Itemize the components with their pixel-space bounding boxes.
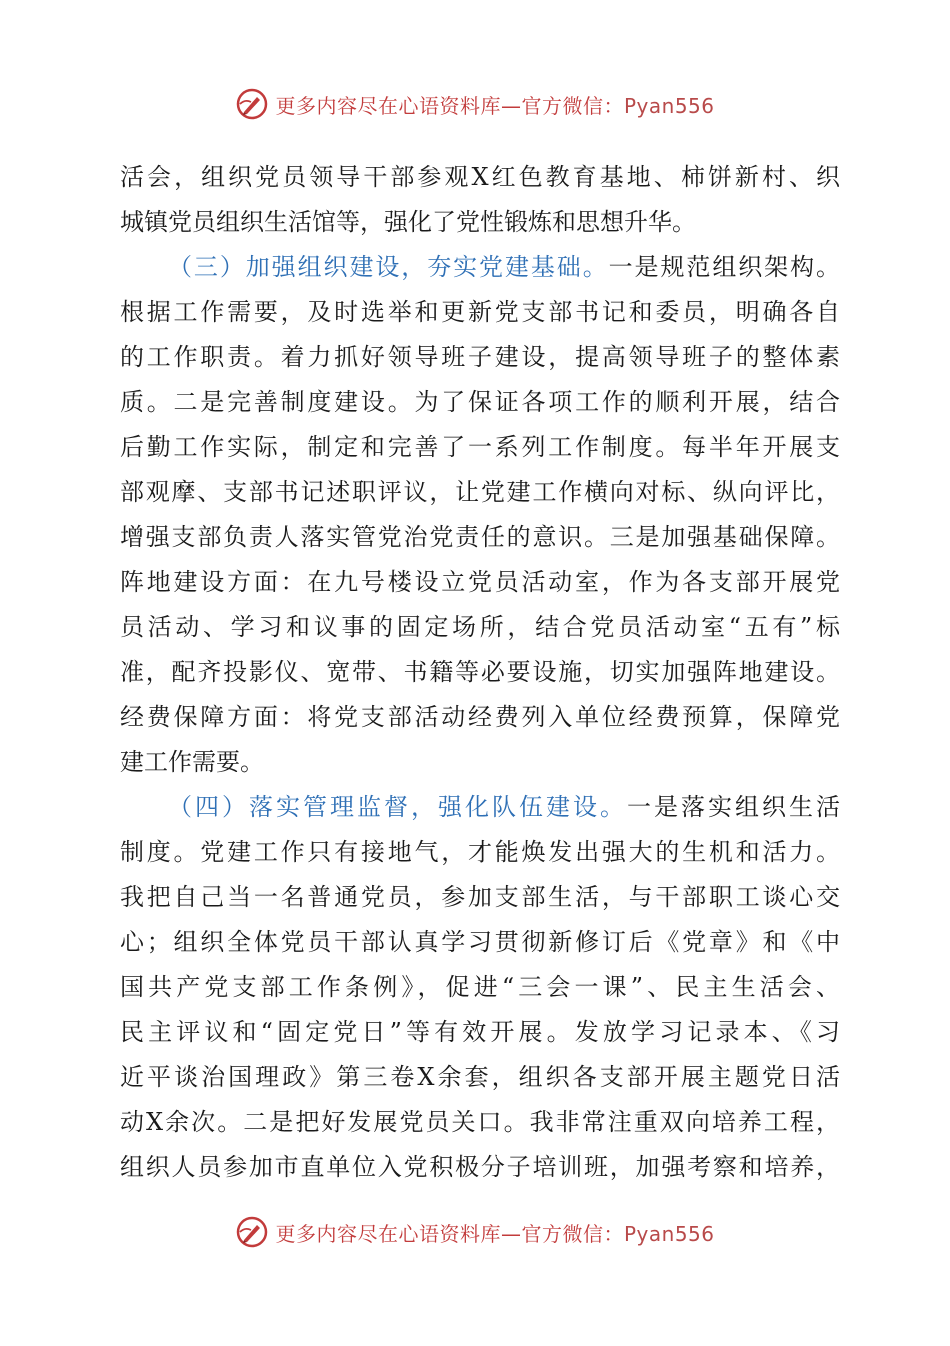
- line-text: 建工作需要。: [120, 748, 264, 776]
- text-line: [120, 1010, 840, 1055]
- text-line: [120, 650, 840, 695]
- line-text: 城镇党员组织生活馆等，强化了党性锻炼和思想升华。: [120, 208, 696, 236]
- text-line: [120, 425, 840, 470]
- text-line: [120, 290, 840, 335]
- pen-seal-icon: [235, 87, 269, 121]
- text-line: [120, 875, 840, 920]
- line-text: 活会，组织党员领导干部参观X红色教育基地、柿饼新村、织: [120, 163, 840, 191]
- line-text: 经费保障方面：将党支部活动经费列入单位经费预算，保障党: [120, 703, 840, 731]
- line-text: 近平谈治国理政》第三卷X余套，组织各支部开展主题党日活: [120, 1063, 840, 1091]
- text-line: [120, 605, 840, 650]
- line-text: 心；组织全体党员干部认真学习贯彻新修订后《党章》和《中: [120, 928, 840, 956]
- line-text: 民主评议和“固定党日”等有效开展。发放学习记录本、《习: [120, 1018, 840, 1046]
- text-line: [120, 335, 840, 380]
- line-text: 员活动、学习和议事的固定场所，结合党员活动室“五有”标: [120, 613, 840, 641]
- text-line: [120, 560, 840, 605]
- line-text: 制度。党建工作只有接地气，才能焕发出强大的生机和活力。: [120, 838, 840, 866]
- text-line: [120, 200, 840, 245]
- text-line: [120, 515, 840, 560]
- line-text: 质。二是完善制度建设。为了保证各项工作的顺利开展，结合: [120, 388, 840, 416]
- text-line: [120, 245, 840, 290]
- text-line: [120, 380, 840, 425]
- watermark-footer: [0, 1212, 950, 1252]
- line-text: 阵地建设方面：在九号楼设立党员活动室，作为各支部开展党: [120, 568, 840, 596]
- section-heading: （三）加强组织建设，夯实党建基础。: [168, 253, 609, 281]
- pen-seal-icon: [235, 1215, 269, 1249]
- text-line: [120, 965, 840, 1010]
- text-line: [120, 155, 840, 200]
- section-heading: （四）落实管理监督，强化队伍建设。: [168, 793, 627, 821]
- text-line: [120, 830, 840, 875]
- text-line: [120, 1145, 840, 1190]
- line-text: 动X余次。二是把好发展党员关口。我非常注重双向培养工程，: [120, 1108, 840, 1136]
- watermark-text: 更多内容尽在心语资料库—官方微信：Pyan556: [275, 1221, 715, 1246]
- line-text: 准，配齐投影仪、宽带、书籍等必要设施，切实加强阵地建设。: [120, 658, 840, 686]
- line-text: 我把自己当一名普通党员，参加支部生活，与干部职工谈心交: [120, 883, 840, 911]
- text-line: [120, 785, 840, 830]
- document-body: [120, 155, 840, 1190]
- watermark-header: [0, 84, 950, 124]
- line-text: 后勤工作实际，制定和完善了一系列工作制度。每半年开展支: [120, 433, 840, 461]
- text-line: [120, 470, 840, 515]
- line-text: 一是落实组织生活: [627, 793, 840, 821]
- line-text: 根据工作需要，及时选举和更新党支部书记和委员，明确各自: [120, 298, 840, 326]
- text-line: [120, 695, 840, 740]
- text-line: [120, 740, 840, 785]
- line-text: 的工作职责。着力抓好领导班子建设，提高领导班子的整体素: [120, 343, 840, 371]
- line-text: 增强支部负责人落实管党治党责任的意识。三是加强基础保障。: [120, 523, 840, 551]
- text-line: [120, 920, 840, 965]
- line-text: 一是规范组织架构。: [608, 253, 840, 281]
- text-line: [120, 1055, 840, 1100]
- line-text: 部观摩、支部书记述职评议，让党建工作横向对标、纵向评比，: [120, 478, 840, 506]
- line-text: 国共产党支部工作条例》，促进“三会一课”、民主生活会、: [120, 973, 840, 1001]
- text-line: [120, 1100, 840, 1145]
- line-text: 组织人员参加市直单位入党积极分子培训班，加强考察和培养，: [120, 1153, 840, 1181]
- watermark-text: 更多内容尽在心语资料库—官方微信：Pyan556: [275, 93, 715, 118]
